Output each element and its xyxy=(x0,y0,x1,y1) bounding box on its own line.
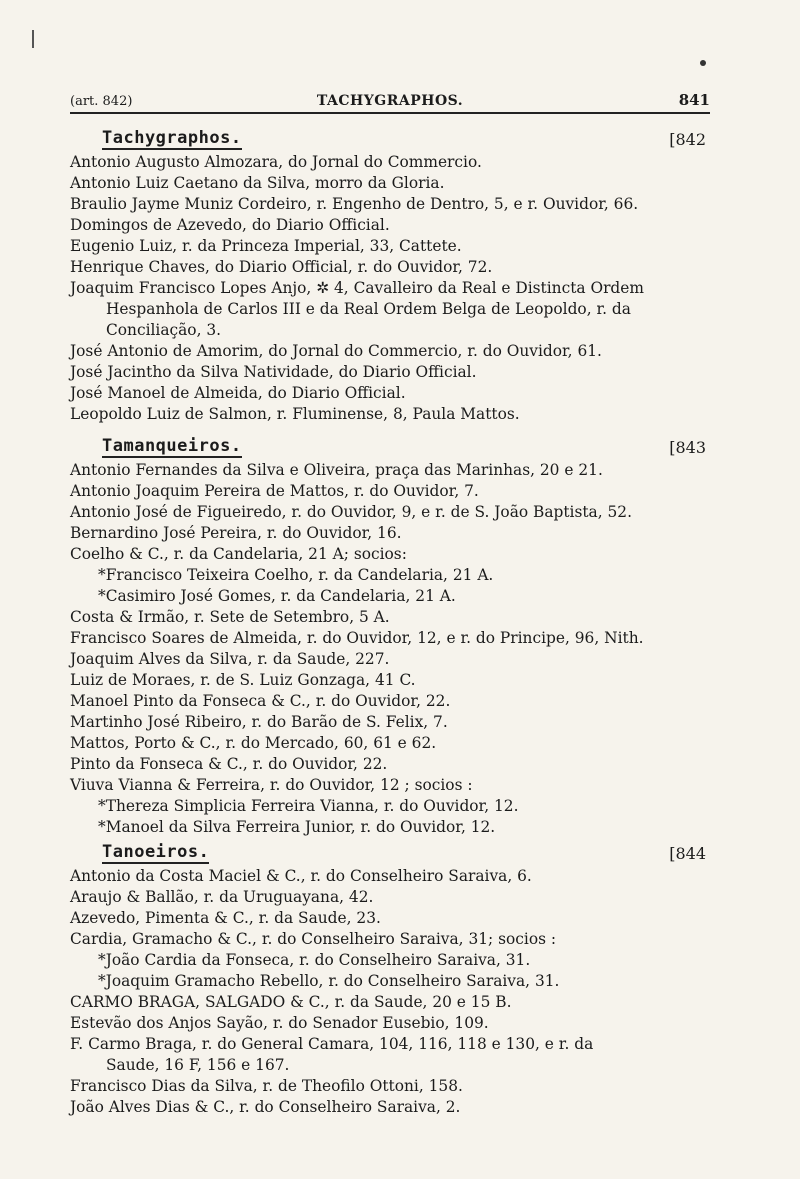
list-item: Francisco Dias da Silva, r. de Theofilo Ottoni, 158. xyxy=(70,1077,463,1095)
section-heading xyxy=(70,128,710,152)
page-number: 841 xyxy=(678,91,710,109)
list-item-continuation: Saude, 16 F, 156 e 167. xyxy=(106,1056,290,1074)
list-item: Costa & Irmão, r. Sete de Setembro, 5 A. xyxy=(70,608,390,626)
list-item: Luiz de Moraes, r. de S. Luiz Gonzaga, 41 C. xyxy=(70,671,416,689)
list-item: Viuva Vianna & Ferreira, r. do Ouvidor, 12 ; socios : xyxy=(70,776,473,794)
list-item: F. Carmo Braga, r. do General Camara, 104, 116, 118 e 130, e r. da xyxy=(70,1035,594,1053)
section-number: [844 xyxy=(669,844,706,863)
list-item: Eugenio Luiz, r. da Princeza Imperial, 33, Cattete. xyxy=(70,237,462,255)
list-item: Araujo & Ballão, r. da Uruguayana, 42. xyxy=(70,888,374,906)
list-item: Estevão dos Anjos Sayão, r. do Senador Eusebio, 109. xyxy=(70,1014,489,1032)
list-item: Antonio José de Figueiredo, r. do Ouvidor, 9, e r. de S. João Baptista, 52. xyxy=(70,503,632,521)
ink-dot xyxy=(700,60,706,66)
list-item: Antonio da Costa Maciel & C., r. do Conselheiro Saraiva, 6. xyxy=(70,867,532,885)
list-item: Joaquim Alves da Silva, r. da Saude, 227. xyxy=(70,650,390,668)
list-item: Mattos, Porto & C., r. do Mercado, 60, 61 e 62. xyxy=(70,734,437,752)
section-tanoeiros xyxy=(70,842,710,1118)
list-item: Leopoldo Luiz de Salmon, r. Fluminense, 8, Paula Mattos. xyxy=(70,405,520,423)
section-tamanqueiros xyxy=(70,436,710,838)
list-item: Antonio Fernandes da Silva e Oliveira, praça das Marinhas, 20 e 21. xyxy=(70,461,603,479)
article-range: (art. 842) xyxy=(70,94,133,109)
partner-item: *Francisco Teixeira Coelho, r. da Candelaria, 21 A. xyxy=(98,566,494,584)
list-item-continuation: Hespanhola de Carlos III e da Real Ordem Belga de Leopoldo, r. da xyxy=(106,300,631,318)
list-item: Francisco Soares de Almeida, r. do Ouvidor, 12, e r. do Principe, 96, Nith. xyxy=(70,629,644,647)
partner-item: *João Cardia da Fonseca, r. do Conselheiro Saraiva, 31. xyxy=(98,951,531,969)
list-item: Coelho & C., r. da Candelaria, 21 A; socios: xyxy=(70,545,407,563)
section-tachygraphos xyxy=(70,128,710,425)
header-title: TACHYGRAPHOS. xyxy=(316,93,464,109)
section-title: Tamanqueiros. xyxy=(102,436,242,456)
section-title: Tachygraphos. xyxy=(102,128,242,148)
list-item: Henrique Chaves, do Diario Official, r. do Ouvidor, 72. xyxy=(70,258,493,276)
list-item: Azevedo, Pimenta & C., r. da Saude, 23. xyxy=(70,909,381,927)
partner-item: *Joaquim Gramacho Rebello, r. do Conselheiro Saraiva, 31. xyxy=(98,972,560,990)
section-heading xyxy=(70,842,710,866)
list-item-continuation: Conciliação, 3. xyxy=(106,321,222,339)
list-item: Martinho José Ribeiro, r. do Barão de S. Felix, 7. xyxy=(70,713,448,731)
section-number: [842 xyxy=(669,130,706,149)
list-item: José Manoel de Almeida, do Diario Official. xyxy=(70,384,406,402)
list-item: José Antonio de Amorim, do Jornal do Commercio, r. do Ouvidor, 61. xyxy=(70,342,602,360)
running-header xyxy=(70,90,710,114)
list-item: Bernardino José Pereira, r. do Ouvidor, 16. xyxy=(70,524,402,542)
partner-item: *Manoel da Silva Ferreira Junior, r. do Ouvidor, 12. xyxy=(98,818,496,836)
list-item: Pinto da Fonseca & C., r. do Ouvidor, 22. xyxy=(70,755,388,773)
list-item: Cardia, Gramacho & C., r. do Conselheiro Saraiva, 31; socios : xyxy=(70,930,557,948)
margin-mark xyxy=(32,30,34,48)
section-number: [843 xyxy=(669,438,706,457)
list-item: Antonio Luiz Caetano da Silva, morro da Gloria. xyxy=(70,174,445,192)
list-item: João Alves Dias & C., r. do Conselheiro Saraiva, 2. xyxy=(70,1098,461,1116)
list-item: Antonio Augusto Almozara, do Jornal do Commercio. xyxy=(70,153,482,171)
section-title: Tanoeiros. xyxy=(102,842,210,862)
list-item: Braulio Jayme Muniz Cordeiro, r. Engenho de Dentro, 5, e r. Ouvidor, 66. xyxy=(70,195,639,213)
list-item: Joaquim Francisco Lopes Anjo, ✲ 4, Cavalleiro da Real e Distincta Ordem xyxy=(70,279,644,297)
list-item: Domingos de Azevedo, do Diario Official. xyxy=(70,216,390,234)
partner-item: *Thereza Simplicia Ferreira Vianna, r. do Ouvidor, 12. xyxy=(98,797,519,815)
list-item: Manoel Pinto da Fonseca & C., r. do Ouvidor, 22. xyxy=(70,692,451,710)
list-item: José Jacintho da Silva Natividade, do Diario Official. xyxy=(70,363,477,381)
list-item: Antonio Joaquim Pereira de Mattos, r. do Ouvidor, 7. xyxy=(70,482,479,500)
section-heading xyxy=(70,436,710,460)
partner-item: *Casimiro José Gomes, r. da Candelaria, 21 A. xyxy=(98,587,456,605)
list-item: CARMO BRAGA, SALGADO & C., r. da Saude, 20 e 15 B. xyxy=(70,993,512,1011)
